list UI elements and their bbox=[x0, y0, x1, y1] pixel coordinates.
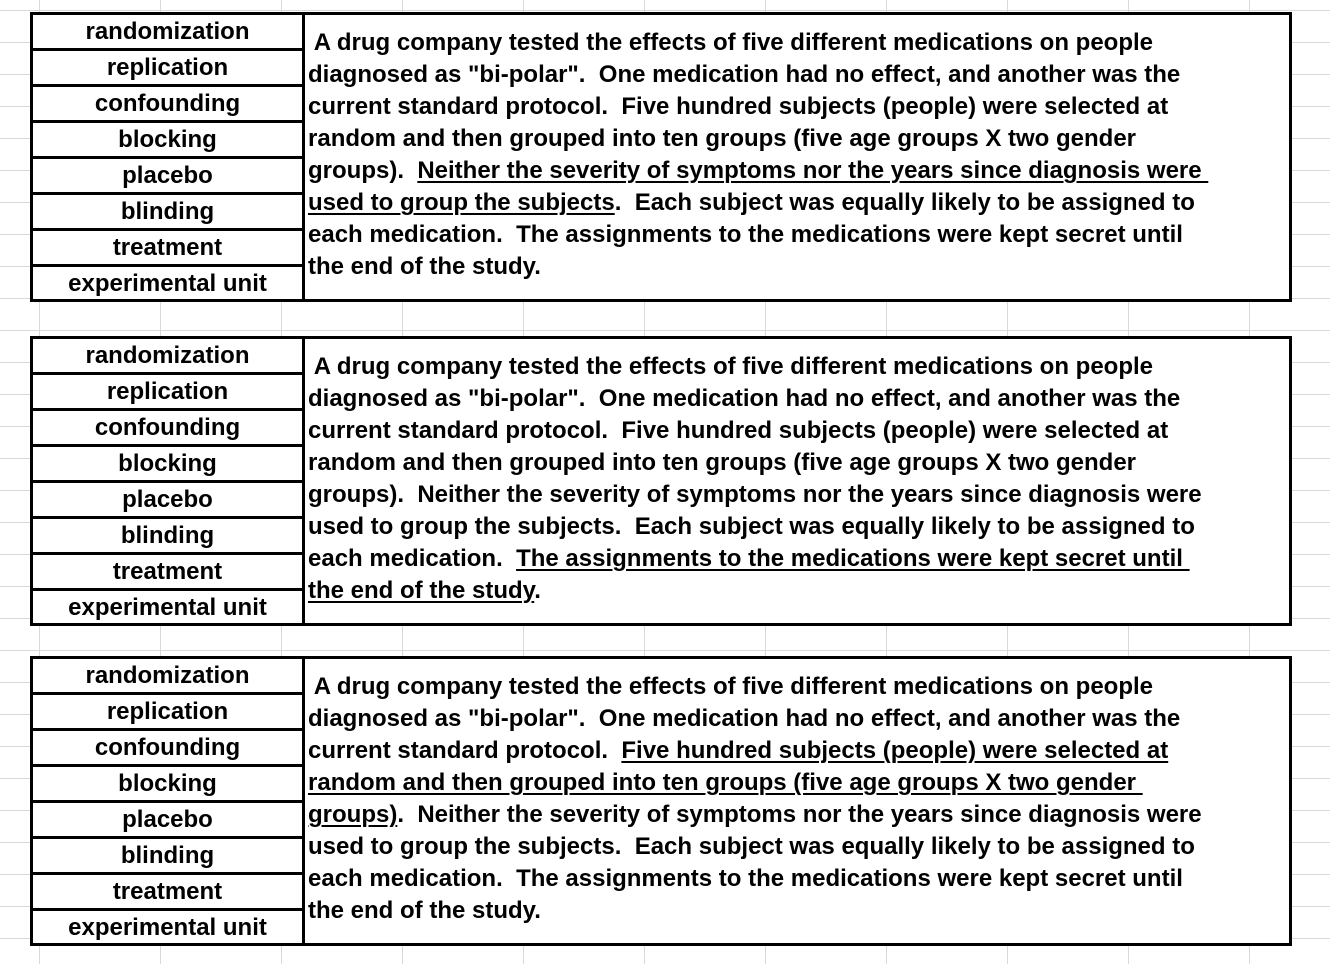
term-treatment[interactable]: treatment bbox=[33, 875, 302, 911]
text-segment: A drug company tested the effects of five different medications on people bbox=[308, 29, 1154, 56]
question-block-2 bbox=[30, 336, 1292, 626]
passage-line bbox=[308, 27, 1293, 59]
passage-line bbox=[308, 447, 1293, 479]
term-confounding[interactable]: confounding bbox=[33, 87, 302, 123]
passage-line bbox=[308, 351, 1293, 383]
text-segment: current standard protocol. Five hundred subjects (people) were selected at bbox=[308, 417, 1169, 444]
term-confounding[interactable]: confounding bbox=[33, 411, 302, 447]
term-blinding[interactable]: blinding bbox=[33, 195, 302, 231]
passage-line bbox=[308, 187, 1293, 219]
term-replication[interactable]: replication bbox=[33, 51, 302, 87]
term-experimental-unit[interactable]: experimental unit bbox=[68, 594, 267, 621]
passage-text bbox=[308, 671, 1293, 927]
text-segment: current standard protocol. bbox=[308, 737, 622, 764]
text-segment: diagnosed as "bi-polar". One medication had no effect, and another was the bbox=[308, 385, 1181, 412]
passage-line bbox=[308, 895, 1293, 927]
term-experimental-unit[interactable]: experimental unit bbox=[68, 914, 267, 941]
passage-line bbox=[308, 251, 1293, 283]
underlined-phrase: Five hundred subjects (people) were selected at bbox=[621, 737, 1169, 764]
term-treatment[interactable]: treatment bbox=[33, 231, 302, 267]
question-block-1 bbox=[30, 12, 1292, 302]
passage-line bbox=[308, 59, 1293, 91]
term-randomization[interactable]: randomization bbox=[33, 339, 302, 375]
term-blocking[interactable]: blocking bbox=[33, 767, 302, 803]
text-segment: current standard protocol. Five hundred subjects (people) were selected at bbox=[308, 93, 1169, 120]
passage-line bbox=[308, 671, 1293, 703]
text-segment: A drug company tested the effects of five different medications on people bbox=[308, 673, 1154, 700]
passage-line bbox=[308, 767, 1293, 799]
passage-line bbox=[308, 575, 1293, 607]
text-segment: each medication. The assignments to the medications were kept secret until bbox=[308, 221, 1183, 248]
term-blinding[interactable]: blinding bbox=[33, 839, 302, 875]
passage-text bbox=[308, 27, 1293, 283]
passage-line bbox=[308, 415, 1293, 447]
term-blocking[interactable]: blocking bbox=[33, 123, 302, 159]
question-block-3 bbox=[30, 656, 1292, 946]
text-segment: diagnosed as "bi-polar". One medication had no effect, and another was the bbox=[308, 61, 1181, 88]
passage-line bbox=[308, 799, 1293, 831]
text-segment: . Each subject was equally likely to be assigned to bbox=[614, 189, 1195, 216]
term-placebo[interactable]: placebo bbox=[33, 803, 302, 839]
passage-line bbox=[308, 479, 1293, 511]
text-segment: diagnosed as "bi-polar". One medication had no effect, and another was the bbox=[308, 705, 1181, 732]
underlined-phrase: random and then grouped into ten groups (five age groups X two gender bbox=[308, 769, 1143, 796]
text-segment: each medication. The assignments to the medications were kept secret until bbox=[308, 865, 1183, 892]
term-list bbox=[33, 339, 305, 623]
text-segment: random and then grouped into ten groups (five age groups X two gender bbox=[308, 449, 1137, 476]
term-blinding[interactable]: blinding bbox=[33, 519, 302, 555]
underlined-phrase: Neither the severity of symptoms nor the years since diagnosis were bbox=[417, 157, 1209, 184]
underlined-phrase: The assignments to the medications were kept secret until bbox=[516, 545, 1190, 572]
text-segment: the end of the study. bbox=[308, 253, 541, 280]
passage-line bbox=[308, 703, 1293, 735]
term-randomization[interactable]: randomization bbox=[33, 15, 302, 51]
term-blocking[interactable]: blocking bbox=[33, 447, 302, 483]
term-list bbox=[33, 659, 305, 943]
term-treatment[interactable]: treatment bbox=[33, 555, 302, 591]
underlined-phrase: used to group the subjects bbox=[308, 189, 615, 216]
passage-line bbox=[308, 123, 1293, 155]
passage-text bbox=[308, 351, 1293, 607]
passage-line bbox=[308, 735, 1293, 767]
underlined-phrase: the end of the study bbox=[308, 577, 535, 604]
text-segment: used to group the subjects. Each subject was equally likely to be assigned to bbox=[308, 833, 1195, 860]
passage-line bbox=[308, 91, 1293, 123]
passage-line bbox=[308, 543, 1293, 575]
term-replication[interactable]: replication bbox=[33, 375, 302, 411]
passage-line bbox=[308, 831, 1293, 863]
passage-line bbox=[308, 219, 1293, 251]
passage-line bbox=[308, 155, 1293, 187]
text-segment: used to group the subjects. Each subject was equally likely to be assigned to bbox=[308, 513, 1195, 540]
text-segment: the end of the study. bbox=[308, 897, 541, 924]
text-segment: each medication. bbox=[308, 545, 517, 572]
term-replication[interactable]: replication bbox=[33, 695, 302, 731]
text-segment: groups). Neither the severity of symptoms nor the years since diagnosis were bbox=[308, 481, 1202, 508]
term-experimental-unit[interactable]: experimental unit bbox=[68, 270, 267, 297]
text-segment: . bbox=[534, 577, 541, 604]
text-segment: A drug company tested the effects of five different medications on people bbox=[308, 353, 1154, 380]
term-list bbox=[33, 15, 305, 299]
passage-line bbox=[308, 863, 1293, 895]
passage-line bbox=[308, 511, 1293, 543]
text-segment: random and then grouped into ten groups (five age groups X two gender bbox=[308, 125, 1137, 152]
underlined-phrase: groups) bbox=[308, 801, 398, 828]
term-randomization[interactable]: randomization bbox=[33, 659, 302, 695]
text-segment: groups). bbox=[308, 157, 418, 184]
term-confounding[interactable]: confounding bbox=[33, 731, 302, 767]
term-placebo[interactable]: placebo bbox=[33, 483, 302, 519]
term-placebo[interactable]: placebo bbox=[33, 159, 302, 195]
text-segment: . Neither the severity of symptoms nor the years since diagnosis were bbox=[397, 801, 1202, 828]
passage-line bbox=[308, 383, 1293, 415]
